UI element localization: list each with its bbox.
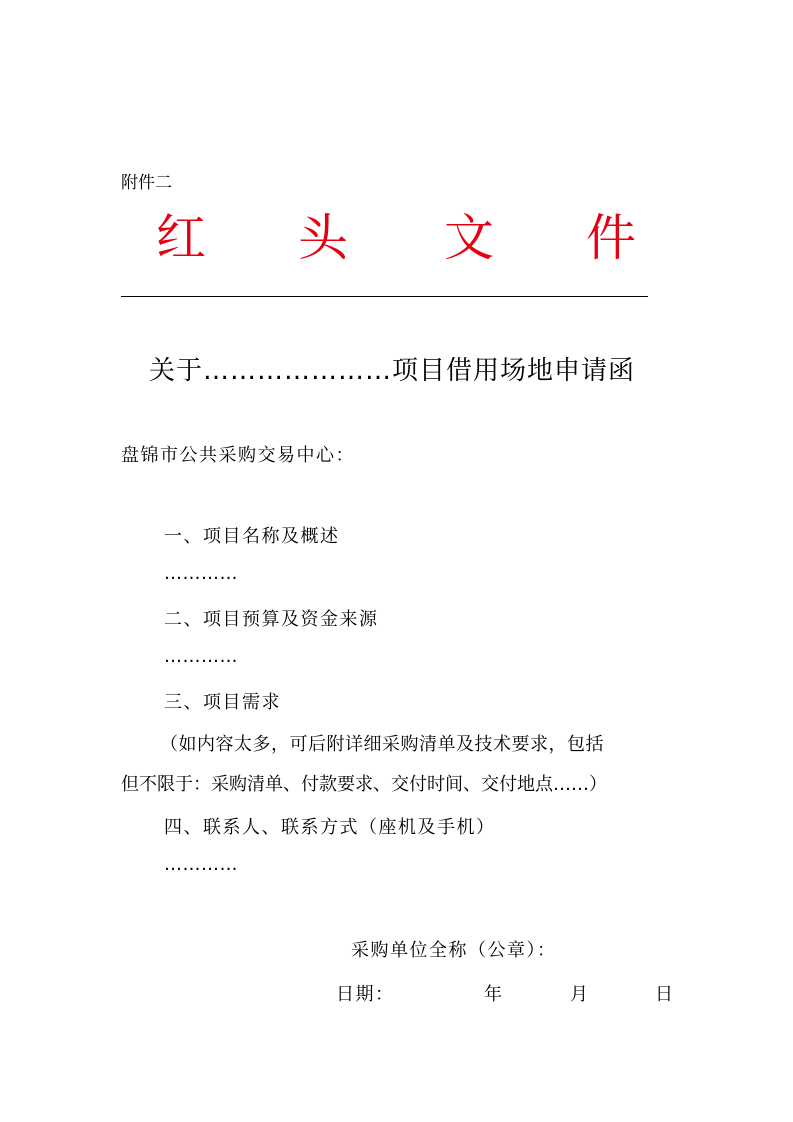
date-year: 年 — [484, 984, 504, 1005]
header-divider — [121, 296, 648, 297]
section-4-content: ………… — [164, 854, 238, 875]
section-3-heading: 三、项目需求 — [164, 692, 281, 713]
section-3-note-line-1: （如内容太多，可后附详细采购清单及技术要求，包括 — [160, 734, 604, 755]
section-1-content: ………… — [164, 563, 238, 584]
signature-unit-label: 采购单位全称（公章）： — [351, 940, 557, 961]
section-2-heading: 二、项目预算及资金来源 — [164, 609, 379, 630]
red-header-char-1: 红 — [156, 209, 206, 267]
section-3-note-line-2: 但不限于：采购清单、付款要求、交付时间、交付地点……） — [121, 774, 607, 795]
date-month: 月 — [570, 984, 590, 1005]
document-title: 关于…………………项目借用场地申请函 — [149, 356, 636, 386]
section-4-heading: 四、联系人、联系方式（座机及手机） — [164, 817, 496, 838]
red-header-char-2: 头 — [298, 209, 348, 267]
attachment-label: 附件二 — [121, 173, 172, 193]
section-2-content: ………… — [164, 646, 238, 667]
section-1-heading: 一、项目名称及概述 — [164, 526, 340, 547]
red-header — [150, 198, 650, 268]
red-header-char-3: 文 — [444, 209, 494, 267]
date-label: 日期： — [336, 984, 395, 1005]
red-header-char-4: 件 — [586, 209, 636, 267]
date-day: 日 — [655, 984, 675, 1005]
salutation: 盘锦市公共采购交易中心： — [121, 445, 355, 466]
